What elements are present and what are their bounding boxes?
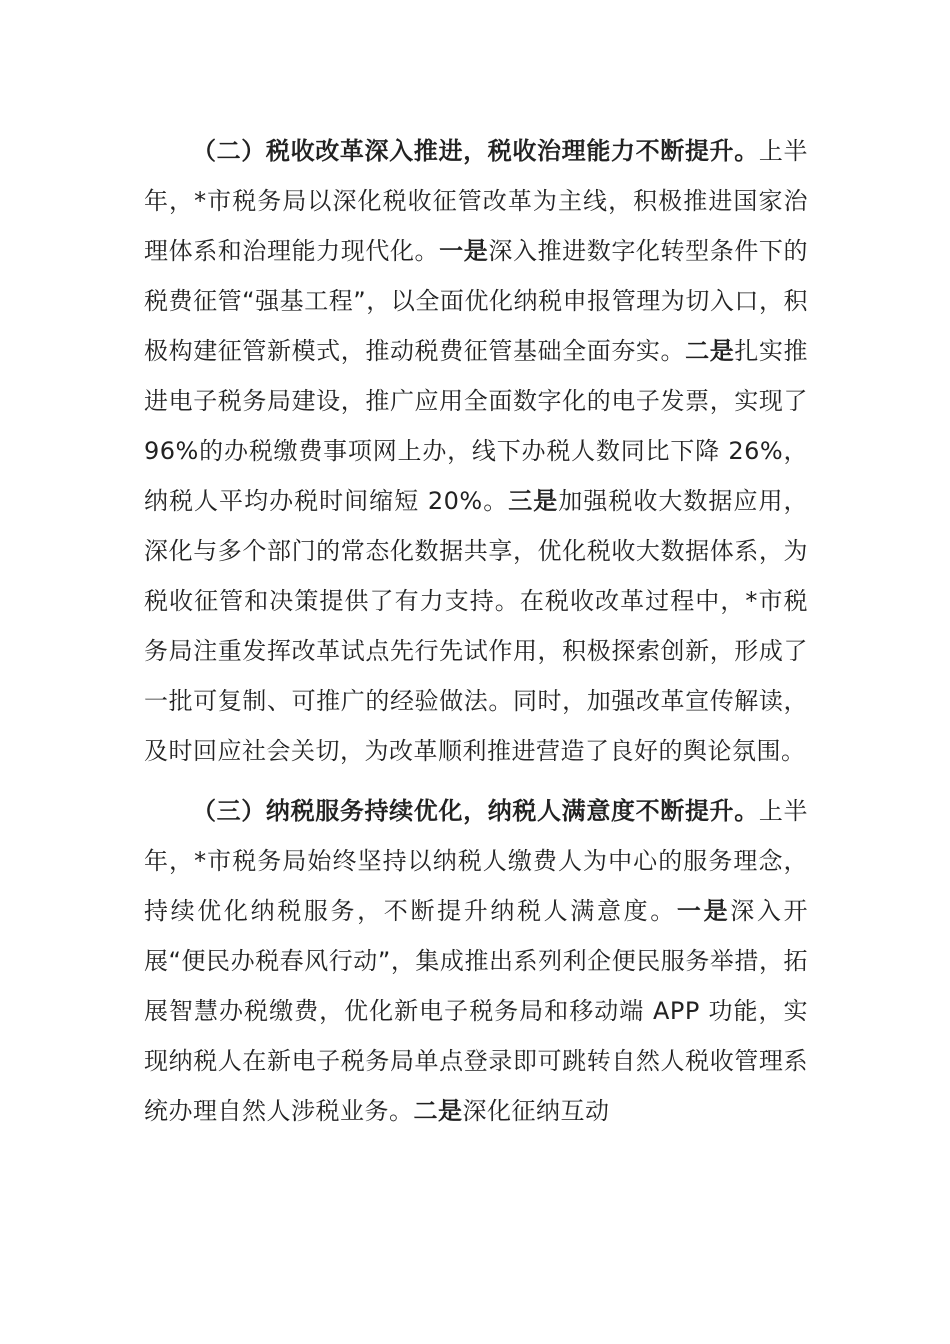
point-marker-first: 一是 [676,897,731,925]
document-body [144,126,808,1136]
paragraph-text: 加强税收大数据应用，深化与多个部门的常态化数据共享，优化税收大数据体系，为税收征管和决策提供了有力支持。在税收改革过程中，*市税务局注重发挥改革试点先行先试作用，积极探索创新，形成了一批可复制、可推广的经验做法。同时，加强改革宣传解读，及时回应社会关切，为改革顺利推进营造了良好的舆论氛围。 [144,487,808,765]
paragraph-tax-reform [144,126,808,776]
point-marker-second: 二是 [413,1097,463,1125]
paragraph-text: 深化征纳互动 [462,1097,610,1125]
section-heading-tax-service: （三）纳税服务持续优化，纳税人满意度不断提升。 [192,797,759,825]
section-heading-tax-reform: （二）税收改革深入推进，税收治理能力不断提升。 [192,137,759,165]
point-marker-first: 一是 [439,237,489,265]
paragraph-text: 扎实推进电子税务局建设，推广应用全面数字化的电子发票，实现了 96%的办税缴费事项网上办，线下办税人数同比下降 26%，纳税人平均办税时间缩短 20%。 [144,337,809,515]
paragraph-text: 上半年，*市税务局始终坚持以纳税人缴费人为中心的服务理念，持续优化纳税服务，不断提升纳税人满意度。 [144,797,809,925]
paragraph-text: 上半年，*市税务局以深化税收征管改革为主线，积极推进国家治理体系和治理能力现代化。 [144,137,809,265]
paragraph-tax-service [144,786,808,1136]
paragraph-text: 深入推进数字化转型条件下的税费征管“强基工程”，以全面优化纳税申报管理为切入口，积极构建征管新模式，推动税费征管基础全面夯实。 [144,237,809,365]
point-marker-second: 二是 [685,337,735,365]
paragraph-text: 深入开展“便民办税春风行动”，集成推出系列利企便民服务举措，拓展智慧办税缴费，优化新电子税务局和移动端 APP 功能，实现纳税人在新电子税务局单点登录即可跳转自然人税收管理系统办理自然人涉税业务。 [144,897,809,1125]
point-marker-third: 三是 [508,487,559,515]
